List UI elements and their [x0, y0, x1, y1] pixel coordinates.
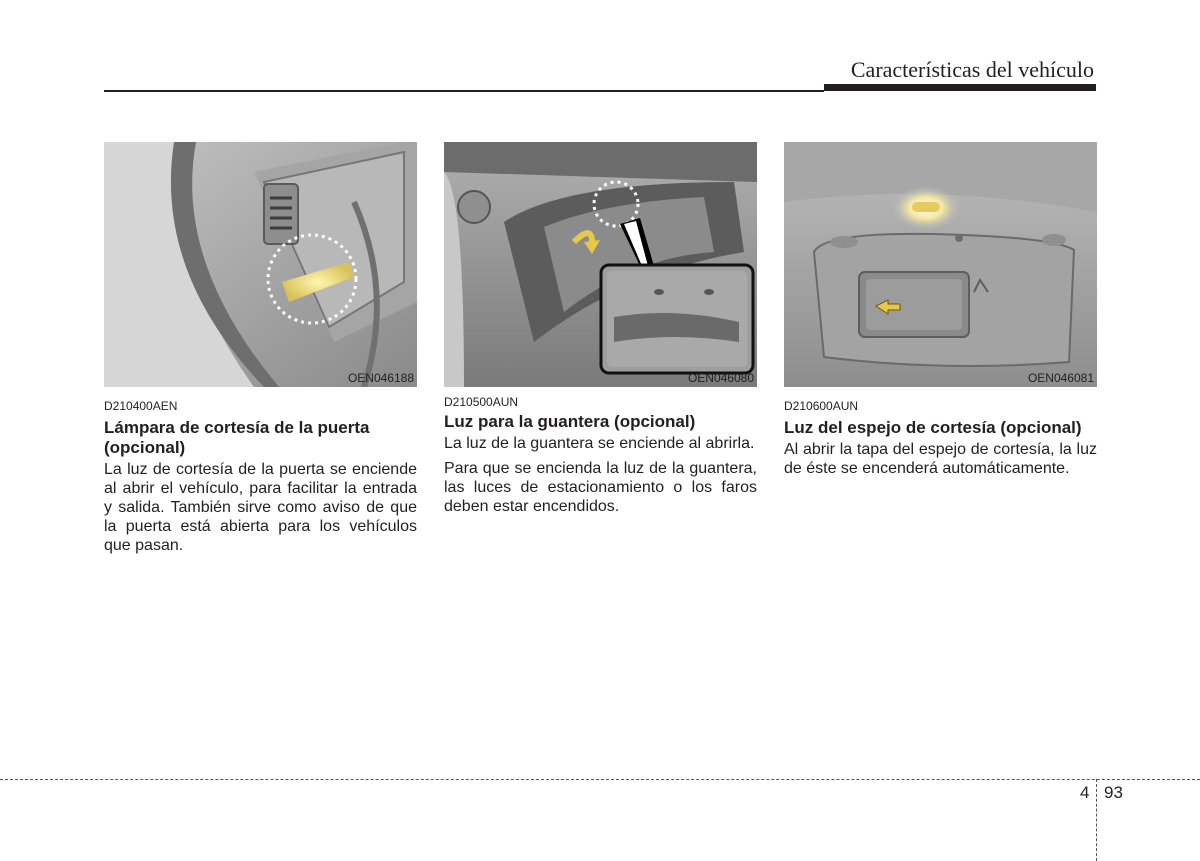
- section-heading: Luz del espejo de cortesía (opcional): [784, 418, 1082, 437]
- column-glovebox-lamp: [444, 142, 757, 516]
- header-rule-accent: [824, 84, 1096, 91]
- page-header-title: Características del vehículo: [850, 57, 1094, 82]
- section-heading: Luz para la guantera (opcional): [444, 412, 696, 431]
- figure-code: OEN046081: [1027, 371, 1094, 385]
- page-number: 93: [1104, 783, 1123, 802]
- section-paragraph: La luz de cortesía de la puerta se enciende al abrir el vehículo, para facilitar la entrada y salida. También sirve como aviso de que la puerta está abierta para los vehículos que pasan.: [104, 461, 417, 554]
- section-code: D210500AUN: [444, 395, 519, 409]
- column-door-courtesy-lamp: [104, 142, 417, 555]
- vanity-mirror-illustration: [784, 142, 1097, 387]
- door-lamp-illustration: [104, 142, 417, 387]
- figure-code: OEN046080: [687, 371, 754, 385]
- section-paragraph: Para que se encienda la luz de la guantera, las luces de estacionamiento o los faros deben estar encendidos.: [444, 460, 757, 515]
- section-paragraph: Al abrir la tapa del espejo de cortesía, la luz de éste se encenderá automáticamente.: [784, 441, 1097, 477]
- column-vanity-mirror-lamp: [784, 142, 1097, 478]
- footer-divider: [1096, 779, 1097, 861]
- figure-door-courtesy-lamp: [104, 142, 417, 387]
- section-code: D210400AEN: [104, 399, 178, 413]
- figure-vanity-mirror-lamp: [784, 142, 1097, 387]
- section-paragraph: La luz de la guantera se enciende al abrirla.: [444, 435, 755, 452]
- header-rule: [104, 90, 824, 92]
- section-heading: Lámpara de cortesía de la puerta (opcional): [104, 418, 370, 457]
- chapter-number: 4: [1080, 783, 1090, 802]
- glovebox-illustration: [444, 142, 757, 387]
- figure-glovebox-lamp: [444, 142, 757, 387]
- footer-rule: [0, 779, 1200, 780]
- figure-code: OEN046188: [347, 371, 414, 385]
- section-code: D210600AUN: [784, 399, 859, 413]
